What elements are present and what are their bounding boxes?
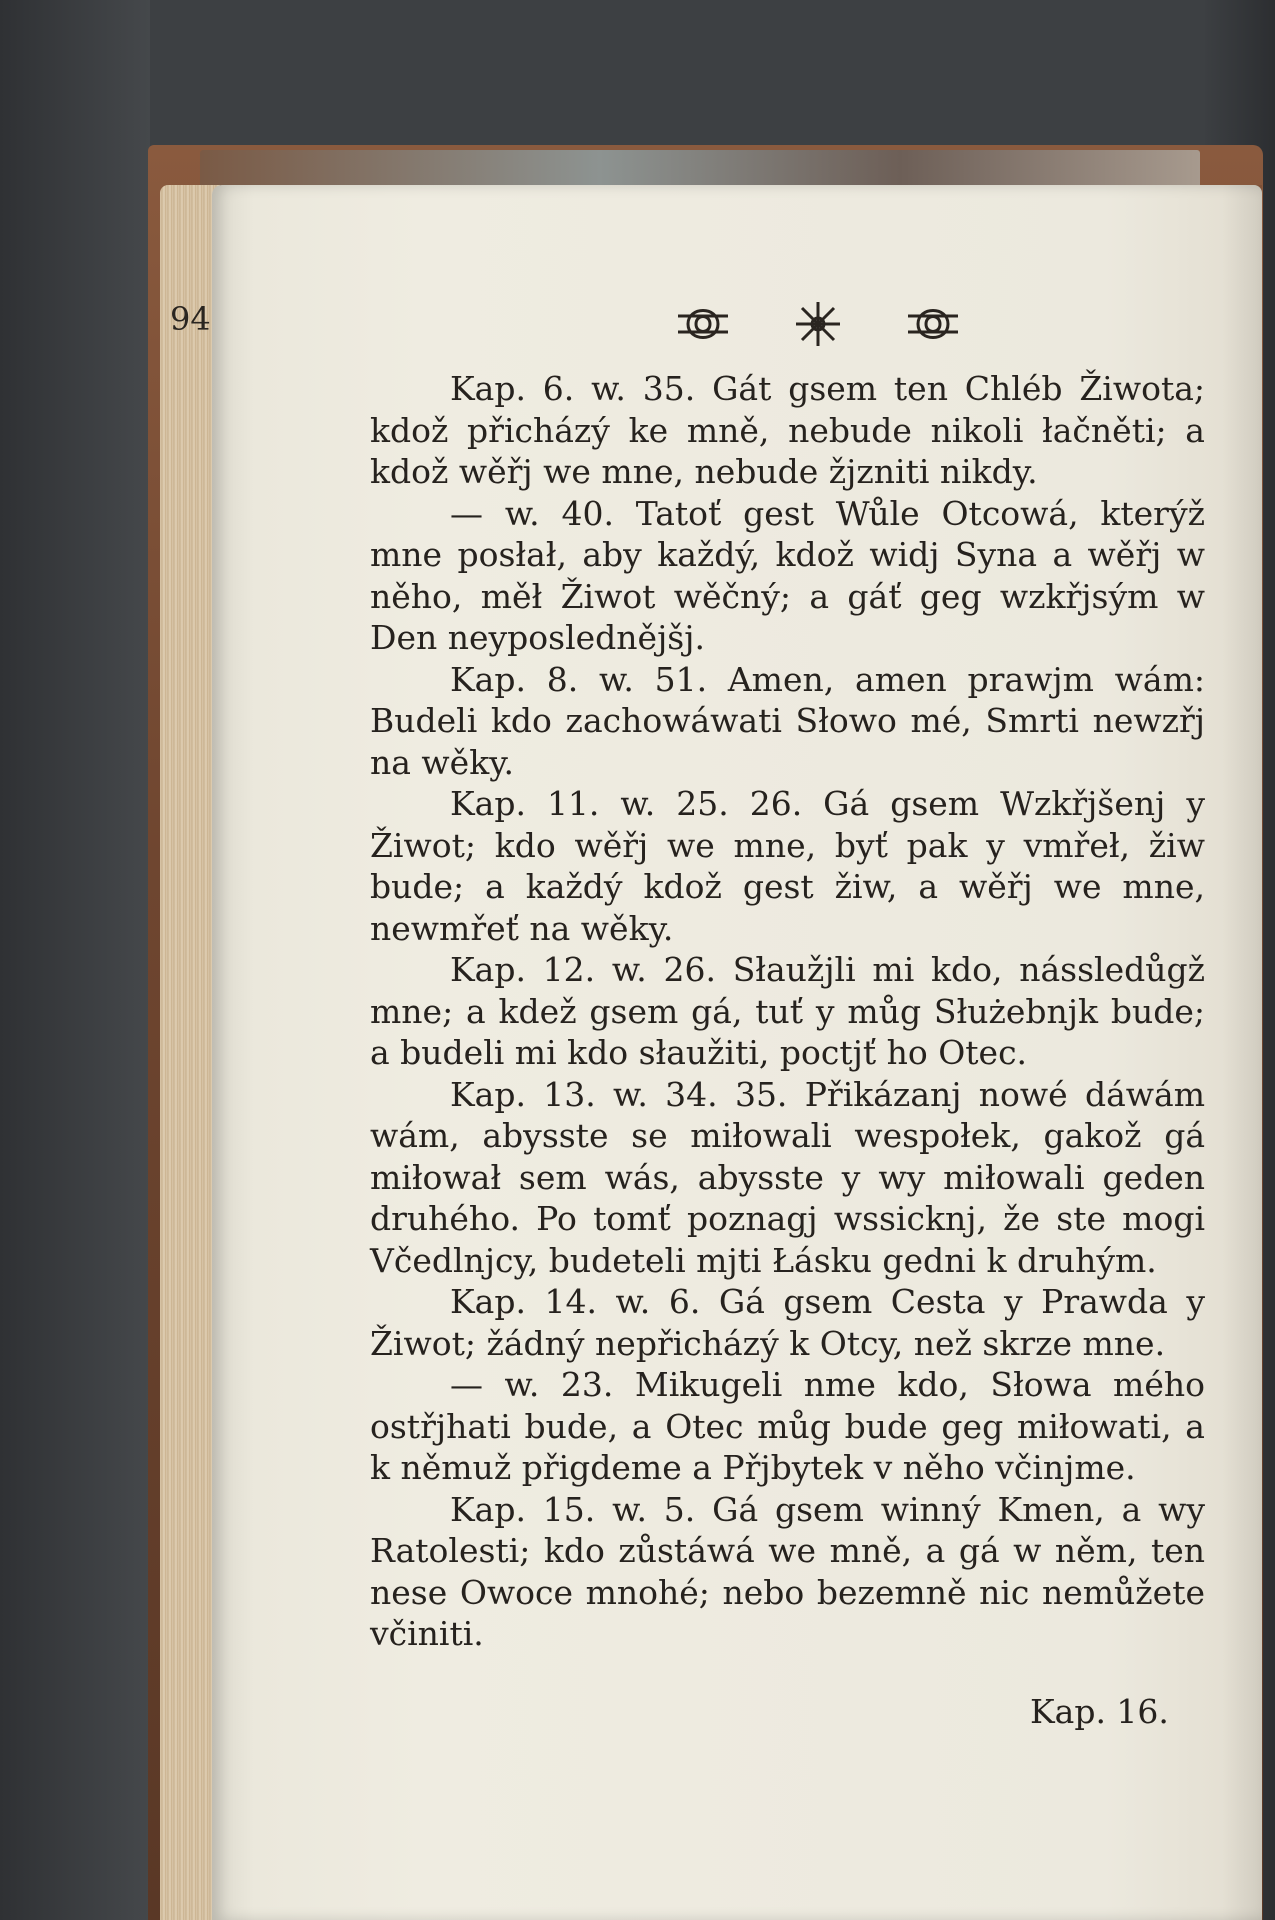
paragraph: Kap. 8. w. 51. Amen, amen prawjm wám: Budeli kdo zachowáwati Słowo mé, Smrti newzřj na wěky.	[370, 659, 1205, 782]
paragraph: Kap. 15. w. 5. Gá gsem winný Kmen, a wy Ratolesti; kdo zůstáwá we mně, a gá w něm, ten nese Owoce mnohé; nebo bezemně nic nemůžete včiniti.	[370, 1489, 1205, 1653]
page-number: 94	[170, 300, 211, 338]
paragraph: Kap. 13. w. 34. 35. Přikázanj nowé dáwám wám, abysste se miłowali wespołek, gakož gá miłował sem wás, abysste y wy miłowali geden druhého. Po tomť poznagj wssicknj, že ste mogi Včedlnjcy, budeteli mjti Łásku gedni k druhým.	[370, 1074, 1205, 1280]
floral-ornament-icon	[668, 294, 968, 354]
paragraph: — w. 40. Tatoť gest Wůle Otcowá, kterýž mne posłał, aby každý, kdož widj Syna a wěřj w něho, měł Žiwot wěčný; a gáť geg wzkřjsým w Den neyposlednějšj.	[370, 493, 1205, 657]
page-body	[370, 368, 1205, 1655]
page-header	[170, 300, 1210, 360]
book-spine-top	[200, 150, 1200, 190]
page-gutter-shadow	[1222, 185, 1262, 1920]
paragraph: Kap. 14. w. 6. Gá gsem Cesta y Prawda y Žiwot; žádný nepřicházý k Otcy, než skrze mne.	[370, 1282, 1205, 1363]
paragraph: Kap. 6. w. 35. Gát gsem ten Chléb Žiwota; kdož přicházý ke mně, nebude nikoli łačněti; a kdož wěřj we mne, nebude žjzniti nikdy.	[370, 369, 1205, 491]
paragraph: Kap. 12. w. 26. Słaužjli mi kdo, nássledůgž mne; a kdež gsem gá, tuť y můg Służebnjk bude; a budeli mi kdo słaužiti, poctjť ho Otec.	[370, 950, 1205, 1072]
page-edges	[160, 185, 220, 1920]
catchword: Kap. 16.	[1030, 1692, 1169, 1731]
paragraph: Kap. 11. w. 25. 26. Gá gsem Wzkřjšenj y Žiwot; kdo wěřj we mne, byť pak y vmřeł, žiw bude; a každý kdož gest žiw, a wěřj we mne, newmřeť na wěky.	[370, 784, 1205, 948]
paragraph: — w. 23. Mikugeli nme kdo, Słowa mého ostřjhati bude, a Otec můg bude geg miłowati, a k němuž přigdeme a Přjbytek v něho včinjme.	[370, 1365, 1205, 1487]
backdrop-left	[0, 0, 150, 1920]
